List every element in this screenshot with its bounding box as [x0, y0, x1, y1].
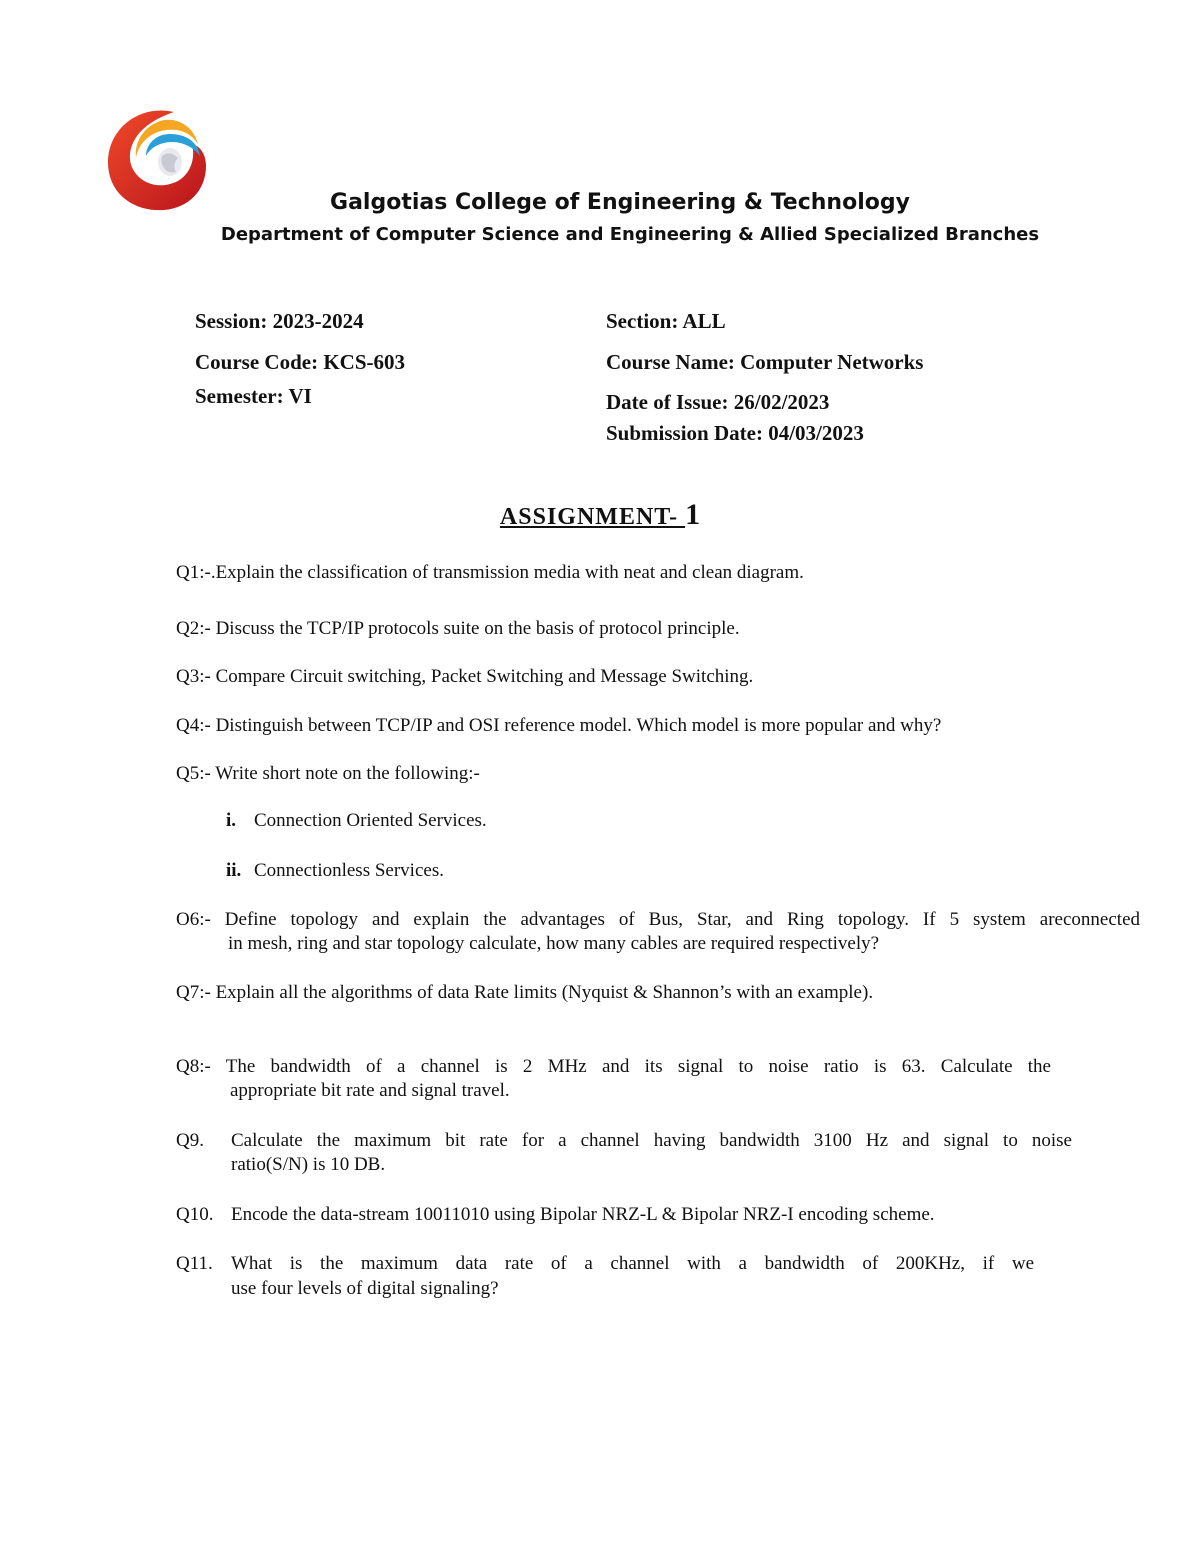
question-11-line-1: What is the maximum data rate of a channel with a bandwidth of 200KHz, if we: [231, 1253, 1034, 1274]
question-8-line-1: Q8:- The bandwidth of a channel is 2 MHz and its signal to noise ratio is 63. Calculate the: [176, 1056, 1051, 1077]
question-7: Q7:- Explain all the algorithms of data Rate limits (Nyquist & Shannon’s with an example).: [176, 982, 874, 1003]
assignment-title: [0, 498, 1200, 532]
question-11-line-2: use four levels of digital signaling?: [231, 1278, 499, 1299]
course-name: Course Name: Computer Networks: [606, 350, 924, 374]
date-of-issue: Date of Issue: 26/02/2023: [606, 390, 830, 414]
item-number: ii.: [226, 860, 242, 881]
college-name: Galgotias College of Engineering & Technology: [330, 190, 910, 215]
item-text: Connection Oriented Services.: [254, 810, 487, 831]
semester: Semester: VI: [195, 384, 312, 408]
question-10-label: Q10.: [176, 1204, 214, 1225]
question-9-label: Q9.: [176, 1130, 204, 1151]
submission-date: Submission Date: 04/03/2023: [606, 421, 864, 445]
item-number: i.: [226, 810, 237, 831]
question-11-label: Q11.: [176, 1253, 213, 1274]
question-2: Q2:- Discuss the TCP/IP protocols suite on the basis of protocol principle.: [176, 618, 740, 639]
assignment-title-text: ASSIGNMENT-: [499, 504, 686, 530]
course-code: Course Code: KCS-603: [195, 350, 405, 374]
question-5: Q5:- Write short note on the following:-: [176, 763, 480, 784]
session: Session: 2023-2024: [195, 309, 364, 333]
question-1: Q1:-.Explain the classification of transmission media with neat and clean diagram.: [176, 562, 804, 583]
question-3: Q3:- Compare Circuit switching, Packet Switching and Message Switching.: [176, 666, 754, 687]
question-5-item-i: [226, 810, 487, 832]
item-text: Connectionless Services.: [254, 860, 444, 881]
assignment-number: 1: [685, 498, 701, 531]
question-4: Q4:- Distinguish between TCP/IP and OSI reference model. Which model is more popular and why?: [176, 715, 942, 736]
question-9-line-2: ratio(S/N) is 10 DB.: [231, 1154, 386, 1175]
department-name: Department of Computer Science and Engineering & Allied Specialized Branches: [220, 224, 1040, 245]
question-9-line-1: Calculate the maximum bit rate for a channel having bandwidth 3100 Hz and signal to noise: [231, 1130, 1072, 1151]
question-10: Encode the data-stream 10011010 using Bipolar NRZ-L & Bipolar NRZ-I encoding scheme.: [231, 1204, 935, 1225]
question-6-line-2: in mesh, ring and star topology calculate, how many cables are required respectively?: [228, 933, 880, 954]
question-5-item-ii: [226, 860, 444, 882]
section: Section: ALL: [606, 309, 726, 333]
question-8-line-2: appropriate bit rate and signal travel.: [230, 1080, 510, 1101]
question-6-line-1: O6:- Define topology and explain the advantages of Bus, Star, and Ring topology. If 5 system areconnected: [176, 909, 1140, 930]
